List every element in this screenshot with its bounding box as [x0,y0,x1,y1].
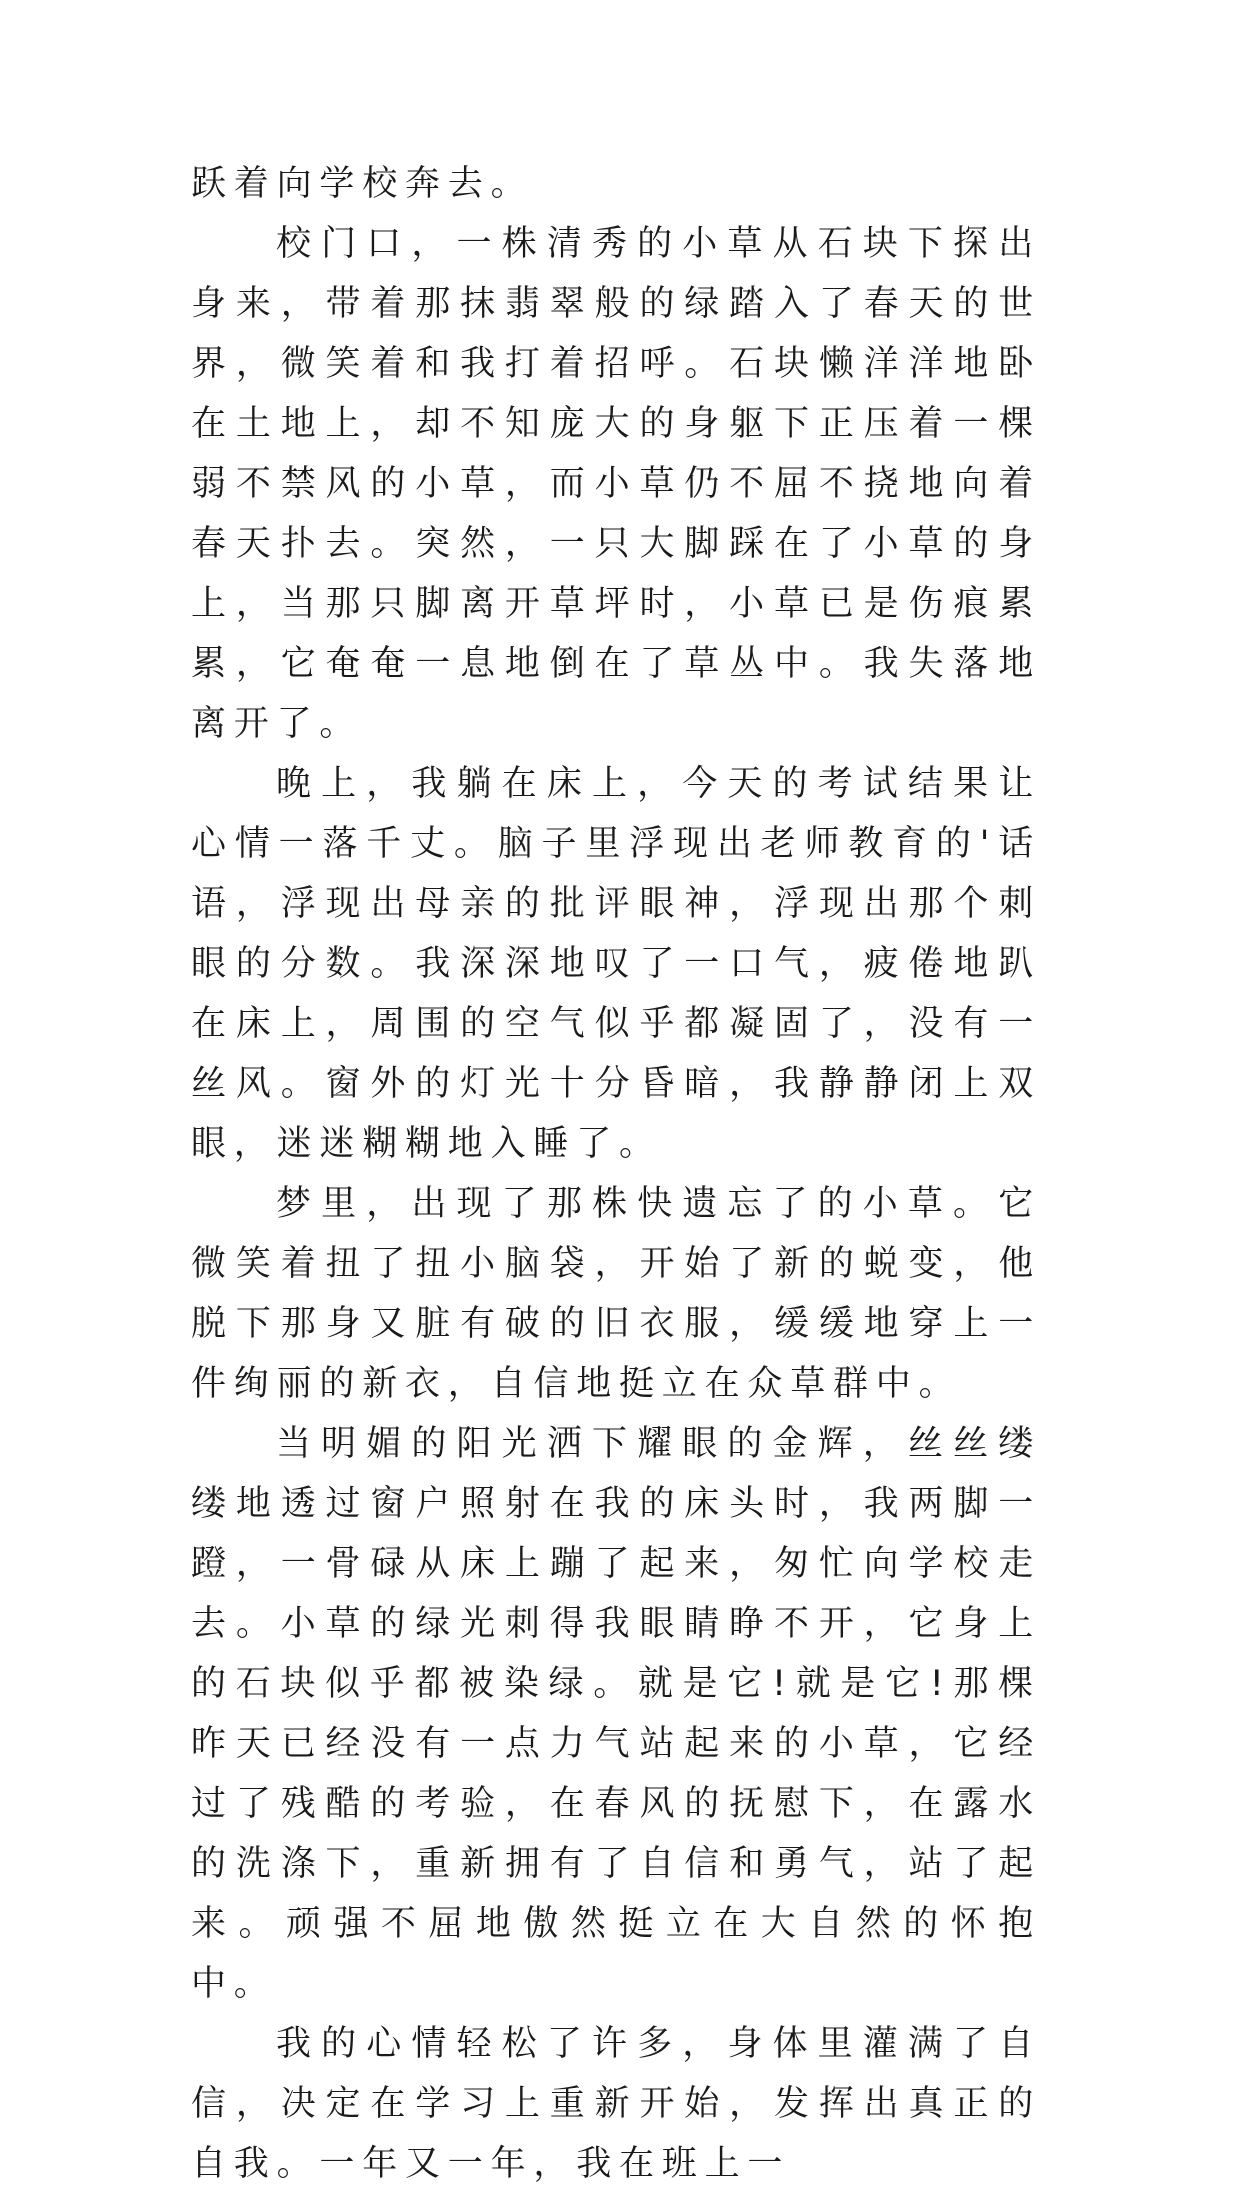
paragraph-morning: 当明媚的阳光洒下耀眼的金辉，丝丝缕缕地透过窗户照射在我的床头时，我两脚一蹬，一骨碌从床上蹦了起来，匆忙向学校走去。小草的绿光刺得我眼睛睁不开，它身上的石块似乎都被染绿。就是它!就是它!那棵昨天已经没有一点力气站起来的小草，它经过了残酷的考验，在春风的抚慰下，在露水的洗涤下，重新拥有了自信和勇气，站了起来。顽强不屈地傲然挺立在大自然的怀抱中。 [191,1424,1041,2004]
paragraph-dream: 梦里，出现了那株快遗忘了的小草。它微笑着扭了扭小脑袋，开始了新的蜕变，他脱下那身又脏有破的旧衣服，缓缓地穿上一件绚丽的新衣，自信地挺立在众草群中。 [191,1184,1041,1404]
paragraph-continuation: 跃着向学校奔去。 [191,164,534,204]
paragraph-evening: 晚上，我躺在床上，今天的考试结果让心情一落千丈。脑子里浮现出老师教育的'话语，浮现出母亲的批评眼神，浮现出那个刺眼的分数。我深深地叹了一口气，疲倦地趴在床上，周围的空气似乎都凝固了，没有一丝风。窗外的灯光十分昏暗，我静静闭上双眼，迷迷糊糊地入睡了。 [191,764,1041,1164]
paragraph-confidence: 我的心情轻松了许多，身体里灌满了自信，决定在学习上重新开始，发挥出真正的自我。一年又一年，我在班上一 [191,2024,1041,2184]
paragraph-school-gate: 校门口，一株清秀的小草从石块下探出身来，带着那抹翡翠般的绿踏入了春天的世界，微笑着和我打着招呼。石块懒洋洋地卧在土地上，却不知庞大的身躯下正压着一棵弱不禁风的小草，而小草仍不屈不挠地向着春天扑去。突然，一只大脚踩在了小草的身上，当那只脚离开草坪时，小草已是伤痕累累，它奄奄一息地倒在了草丛中。我失落地离开了。 [191,224,1041,744]
essay-body [191,154,1041,2194]
